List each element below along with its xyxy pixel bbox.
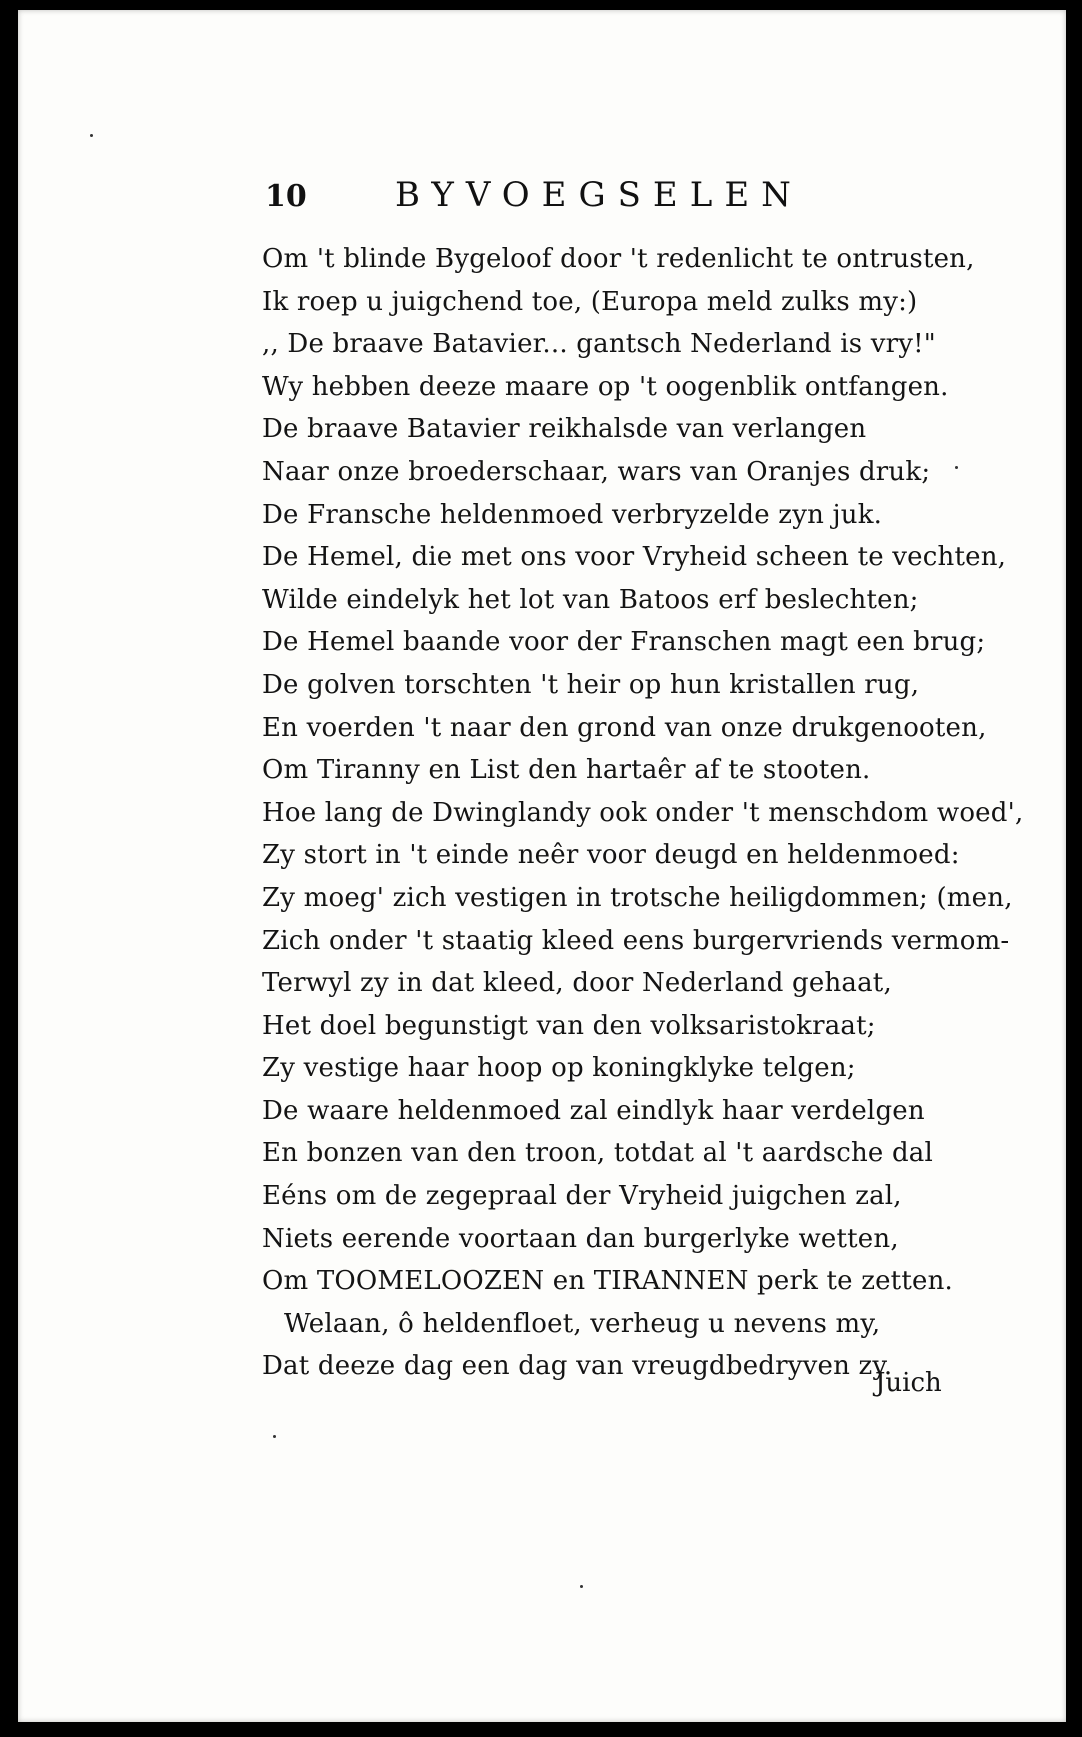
verse-line: Dat deeze dag een dag van vreugdbedryven zy. xyxy=(262,1351,893,1382)
verse-line: Zy stort in 't einde neêr voor deugd en heldenmoed: xyxy=(262,840,960,871)
verse-line: Wy hebben deeze maare op 't oogenblik ontfangen. xyxy=(262,371,949,402)
verse-line: Om 't blinde Bygeloof door 't redenlicht te ontrusten, xyxy=(262,244,975,274)
verse-line: En voerden 't naar den grond van onze drukgenooten, xyxy=(262,712,987,743)
verse-line: Het doel begunstigt van den volksaristokraat; xyxy=(262,1010,876,1041)
verse-line: Naar onze broederschaar, wars van Oranjes druk; xyxy=(262,456,931,487)
ink-speck xyxy=(273,1435,276,1438)
running-head xyxy=(265,175,805,219)
verse-line: Zy moeg' zich vestigen in trotsche heiligdommen; (men, xyxy=(262,882,1013,913)
verse-line: Om Tiranny en List den hartaêr af te stooten. xyxy=(262,755,871,786)
scan-border-right xyxy=(1066,0,1082,1737)
verse-line: Zy vestige haar hoop op koningklyke telgen; xyxy=(262,1053,856,1084)
verse-line: Om TOOMELOOZEN en TIRANNEN perk te zetten. xyxy=(262,1266,953,1297)
verse-line: Zich onder 't staatig kleed eens burgervriends vermom- xyxy=(262,925,1010,956)
verse-line: De Hemel baande voor der Franschen magt een brug; xyxy=(262,627,986,658)
verse-line: Wilde eindelyk het lot van Batoos erf beslechten; xyxy=(262,584,919,615)
verse-line: Hoe lang de Dwinglandy ook onder 't menschdom woed', xyxy=(262,797,1024,828)
verse-line: Niets eerende voortaan dan burgerlyke wetten, xyxy=(262,1223,899,1254)
running-head-title: BYVOEGSELEN xyxy=(395,175,803,215)
verse-line: De golven torschten 't heir op hun kristallen rug, xyxy=(262,669,920,700)
verse-line: De Hemel, die met ons voor Vryheid scheen te vechten, xyxy=(262,542,1007,573)
verse-line: De braave Batavier reikhalsde van verlangen xyxy=(262,414,867,445)
verse-line: De Fransche heldenmoed verbryzelde zyn juk. xyxy=(262,499,883,530)
verse-line: De waare heldenmoed zal eindlyk haar verdelgen xyxy=(262,1095,925,1126)
verse-line: En bonzen van den troon, totdat al 't aardsche dal xyxy=(262,1138,934,1169)
ink-speck xyxy=(90,134,93,137)
verse-line: ,, De braave Batavier... gantsch Nederland is vry!" xyxy=(262,329,936,360)
page-number: 10 xyxy=(265,179,307,214)
ink-speck xyxy=(580,1585,583,1588)
verse-line: Welaan, ô heldenfloet, verheug u nevens my, xyxy=(284,1308,881,1339)
verse-line: Ik roep u juigchend toe, (Europa meld zulks my:) xyxy=(262,286,918,317)
verse-line: Terwyl zy in dat kleed, door Nederland gehaat, xyxy=(262,968,892,999)
catchword: Juich xyxy=(875,1368,942,1398)
scan-border-left xyxy=(0,0,18,1737)
verse-line: Eéns om de zegepraal der Vryheid juigchen zal, xyxy=(262,1181,902,1212)
poem-text xyxy=(262,238,1024,1388)
